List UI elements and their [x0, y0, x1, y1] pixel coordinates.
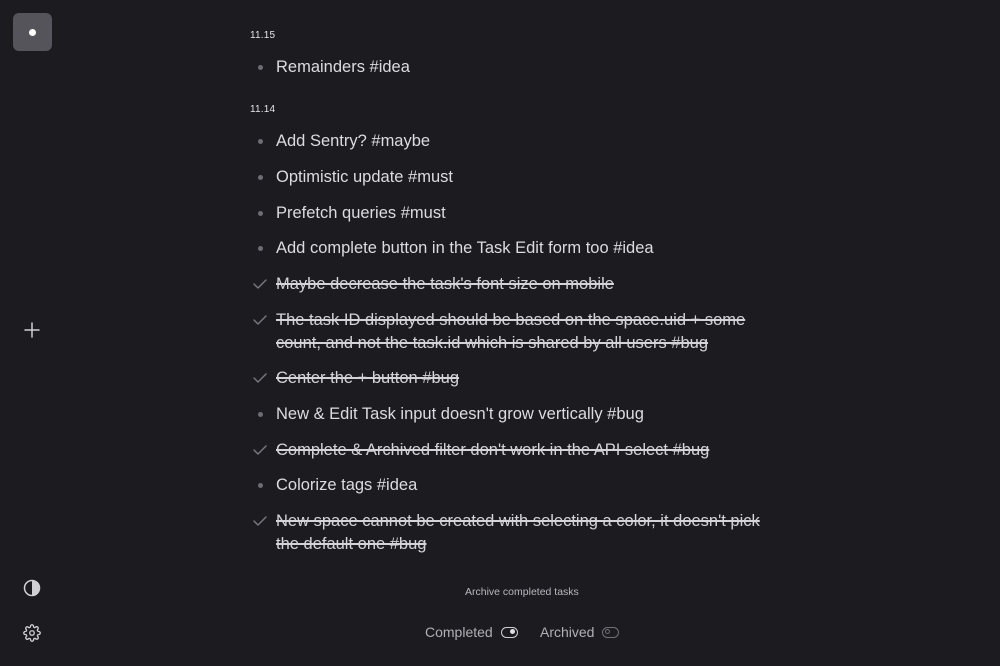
bullet-icon[interactable] [250, 130, 270, 152]
group-date: 11.15 [250, 30, 276, 41]
completed-filter-label: Completed [425, 624, 493, 640]
task-text: Colorize tags #idea [276, 476, 418, 494]
settings-gear-icon[interactable] [21, 622, 43, 644]
task-text: Maybe decrease the task's font size on mobile [276, 275, 614, 293]
task-text: Add complete button in the Task Edit form too #idea [276, 239, 654, 257]
space-color-dot [29, 29, 36, 36]
archive-completed-button[interactable]: Archive completed tasks [465, 586, 579, 598]
group-date: 11.14 [250, 104, 276, 115]
task-text: Center the + button #bug [276, 369, 460, 387]
sidebar [0, 0, 64, 666]
task-text: Prefetch queries #must [276, 204, 446, 222]
theme-contrast-icon[interactable] [21, 577, 43, 599]
bullet-icon[interactable] [250, 237, 270, 259]
task-text: Add Sentry? #maybe [276, 132, 431, 150]
bullet-icon[interactable] [250, 166, 270, 188]
checkmark-icon[interactable] [250, 273, 270, 295]
task-list [250, 0, 810, 666]
task-text: The task ID displayed should be based on the space.uid + some count, and not the task.id which is shared by all users #bug [276, 311, 746, 352]
toggle-switch-icon[interactable] [501, 627, 518, 638]
checkmark-icon[interactable] [250, 510, 270, 532]
space-selector-button[interactable] [13, 13, 52, 51]
bullet-icon[interactable] [250, 474, 270, 496]
checkmark-icon[interactable] [250, 439, 270, 461]
toggle-switch-icon[interactable] [602, 627, 619, 638]
archived-filter-toggle[interactable] [540, 624, 619, 640]
bullet-icon[interactable] [250, 56, 270, 78]
add-task-icon[interactable] [21, 319, 43, 341]
checkmark-icon[interactable] [250, 309, 270, 331]
task-text: Remainders #idea [276, 58, 410, 76]
task-text: Complete & Archived filter don't work in the API select #bug [276, 441, 710, 459]
completed-filter-toggle[interactable] [425, 624, 518, 640]
checkmark-icon[interactable] [250, 367, 270, 389]
task-text: New & Edit Task input doesn't grow vertically #bug [276, 405, 644, 423]
bullet-icon[interactable] [250, 403, 270, 425]
archived-filter-label: Archived [540, 624, 595, 640]
task-text: Optimistic update #must [276, 168, 453, 186]
bullet-icon[interactable] [250, 202, 270, 224]
task-text: New space cannot be created with selecting a color, it doesn't pick the default one #bug [276, 512, 760, 553]
